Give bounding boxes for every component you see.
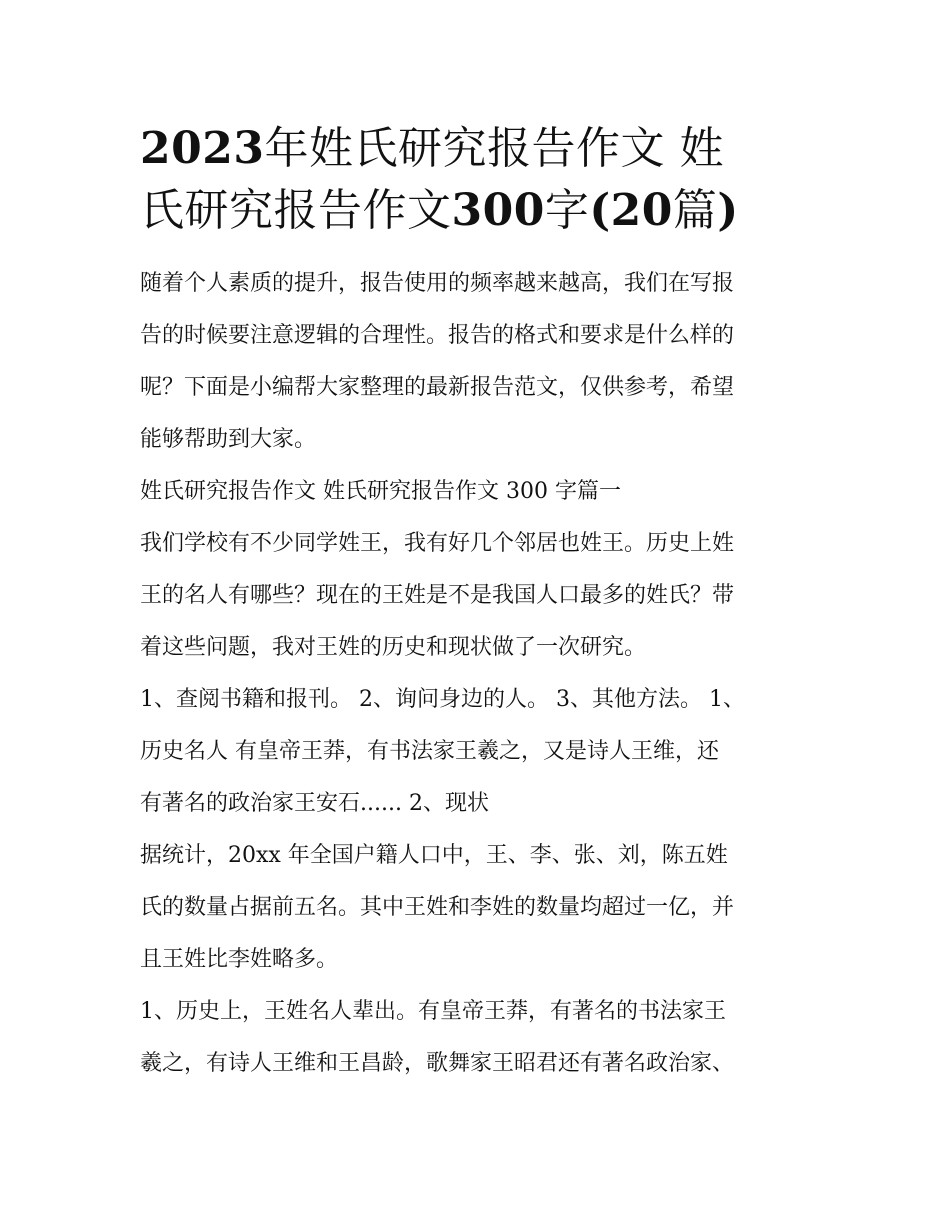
paragraph-line: 据统计，20xx 年全国户籍人口中，王、李、张、刘，陈五姓	[140, 843, 728, 868]
paragraph-line: 随着个人素质的提升，报告使用的频率越来越高，我们在写报	[140, 271, 735, 296]
document-body	[140, 258, 812, 1090]
paragraph-intro	[140, 258, 812, 466]
paragraph-line: 1、查阅书籍和报刊。 2、询问身边的人。 3、其他方法。 1、	[140, 687, 745, 712]
paragraph-line: 氏的数量占据前五名。其中王姓和李姓的数量均超过一亿，并	[140, 895, 735, 920]
title-count-close: )	[717, 185, 739, 236]
paragraph-background	[140, 518, 812, 674]
paragraph-line: 1、历史上，王姓名人辈出。有皇帝王莽，有著名的书法家王	[140, 999, 726, 1024]
paragraph-line: 能够帮助到大家。	[140, 427, 317, 452]
paragraph-statistics	[140, 830, 812, 986]
title-line-1-text: 年姓氏研究报告作文 姓	[264, 123, 724, 174]
title-line-2-text-b: 字	[544, 185, 590, 236]
paragraph-line: 且王姓比李姓略多。	[140, 947, 339, 972]
paragraph-line: 告的时候要注意逻辑的合理性。报告的格式和要求是什么样的	[140, 323, 735, 348]
section-heading	[140, 466, 812, 518]
paragraph-history	[140, 986, 812, 1090]
paragraph-line: 王的名人有哪些？现在的王姓是不是我国人口最多的姓氏？带	[140, 583, 735, 608]
paragraph-line: 我们学校有不少同学姓王，我有好几个邻居也姓王。历史上姓	[140, 531, 735, 556]
section-heading-text: 姓氏研究报告作文 姓氏研究报告作文 300 字篇一	[140, 479, 621, 504]
title-year: 2023	[140, 123, 265, 174]
document-content	[140, 118, 812, 1090]
paragraph-line: 着这些问题，我对王姓的历史和现状做了一次研究。	[140, 635, 647, 660]
paragraph-line: 呢？下面是小编帮大家整理的最新报告范文，仅供参考，希望	[140, 375, 735, 400]
paragraph-line: 有著名的政治家王安石...... 2、现状	[140, 791, 489, 816]
title-line-1	[140, 118, 812, 180]
title-line-2-text-a: 氏研究报告作文	[140, 185, 452, 236]
title-line-2-text-c: 篇	[672, 185, 718, 236]
paragraph-line: 羲之，有诗人王维和王昌龄，歌舞家王昭君还有著名政治家、	[140, 1051, 735, 1076]
title-word-count: 300	[451, 185, 545, 236]
paragraph-methods	[140, 674, 812, 830]
paragraph-line: 历史名人 有皇帝王莽，有书法家王羲之，又是诗人王维，还	[140, 739, 719, 764]
document-title	[140, 118, 812, 242]
title-count-open: (20	[589, 185, 673, 236]
title-line-2	[140, 180, 812, 242]
